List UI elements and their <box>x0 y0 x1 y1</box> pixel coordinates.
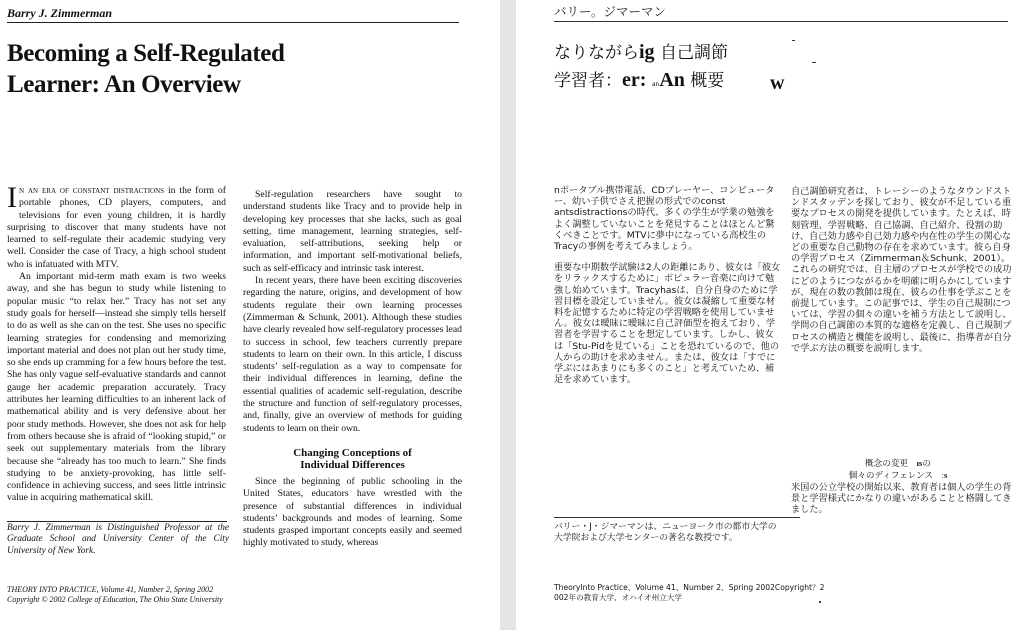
body-paragraph <box>7 181 226 271</box>
title-fragment: ig <box>639 41 655 63</box>
translated-column-1 <box>554 185 782 395</box>
running-head-author: Barry J. Zimmerman <box>7 6 113 20</box>
body-paragraph: 米国の公立学校の開始以来、教育者は個人の学生の背景と学習様式にかなりの違いがあることと格闘してきました。 <box>791 482 1012 516</box>
heading-fragment: 個々のディフェレンス <box>848 471 933 481</box>
body-text: in the form of portable phones, CD players, computers, and televisions for even young children, it is hardly surprising to discover that many students have not learned to self-regulate their academic studying very well. Consider the case of Tracy, a high school student who is infatuated with MTV. <box>7 185 226 270</box>
author-footnote: バリー・J・ジマーマンは、ニューヨーク市の都市大学の大学院および大学センターの著名な教授です。 <box>554 522 777 543</box>
translated-column-2 <box>791 186 1013 364</box>
lead-in-smallcaps: n an era of constant distractions <box>19 185 165 196</box>
body-paragraph: nポータブル携帯電話、CDプレーヤー、コンピューター、幼い子供でさえ把握の形式でのconst antsdistractionsの時代、多くの学生が学業の勉強をよく調整していないことを発見することはほとんど驚くべきことです。MTVに夢中になっている高校生のTracyの事例を考えてみましょう。 <box>554 185 775 253</box>
journal-citation-line-2: Copyright © 2002 College of Education, The Ohio State University <box>7 595 223 604</box>
scan-speck <box>819 601 821 603</box>
title-fragment: なりながら <box>554 43 639 63</box>
journal-citation-line-1: TheoryInto Practice、Volume 41、Number 2、Spring 2002Copyright？2 <box>554 583 825 592</box>
heading-fragment: の <box>922 459 931 469</box>
body-paragraph: Since the beginning of public schooling in the United States, educators have wrestled with the presence of substantial differences in individual students’ backgrounds and modes of learning. Some students grasped important concepts easily and seemed highly motivated to study, whereas <box>243 475 462 549</box>
author-footnote: Barry J. Zimmerman is Distinguished Professor at the Graduate School and University Center of the City University of New York. <box>7 523 229 556</box>
title-fragment: 概要 <box>684 71 725 91</box>
section-heading-line-2: Individual Differences <box>300 459 405 472</box>
body-column-2 <box>243 189 462 550</box>
translated-title-line-2 <box>554 70 724 95</box>
title-fragment: An <box>659 69 685 91</box>
journal-citation-line-2: 002年の教育大学、オハイオ州立大学 <box>554 593 683 602</box>
scan-speck <box>792 40 795 41</box>
scan-speck <box>812 62 816 63</box>
title-fragment: an <box>651 81 660 88</box>
section-heading-line-2 <box>838 470 958 482</box>
article-title-line-1: Becoming a Self-Regulated <box>7 40 285 67</box>
page-gutter <box>500 0 516 630</box>
section-heading-line-1: Changing Conceptions of <box>293 446 412 459</box>
translated-column-2-continued <box>791 482 1013 526</box>
heading-fragment: 概念の変更 <box>865 459 909 469</box>
body-paragraph: 重要な中期数学試験は2人の距離にあり、彼女は「彼女をリラックスするために」ポピュラー音楽に向けて勉強し始めています。Tracyhasは、自分自身のために学習目標を設定していません。彼女は凝縮して重要な材料を記憶するために特定の学習戦略を使用していません。彼女は曖昧に曖昧に自己評価型を抱えており、学習者を学習することを想定しています。しかし、彼女は「Stu-Pidを見ている」ことを恐れているので、他の人からの助けを求めません。または、彼女は「すでに学ぶにはあまりにも多くのこと」と考えていため、補足を求めています。 <box>554 262 781 386</box>
journal-citation <box>554 583 844 603</box>
title-fragment: w <box>770 72 785 94</box>
body-paragraph: Self-regulation researchers have sought to understand students like Tracy and to provide help in developing key processes that she lacks, such as goal setting, time management, learning strategies, self-evaluation, self-attributions, seeking help or information, and important self-motivational beliefs, such as self-efficacy and intrinsic task interest. <box>243 189 462 274</box>
header-rule <box>7 22 459 23</box>
body-paragraph: 自己調節研究者は、トレーシーのようなタウンドストンドスタッデンを探しており、彼女が不足している重要なプロセスの開発を提供しています。たとえば、時刻管理、学習戦略、自己協調、自己紹介、役割の助け、自己効力感や自己効力感や内在性の学生の関心などの重要な自己動物の存在を求めています。彼ら自身の学習プロセス（Zimmerman＆Schunk、2001）。これらの研究では、自主層のプロセスが学校での成功にどのようにつながるかを明確に明らかにしていますが、現在の数の教師は現在、彼らの仕事を学ぶことを前提しています。この記事では、学生の自己規制については、学習の個々の違いを補う方法として説明し、学問の自己調節の本質的な適格を定義し、自己規制プロセスの構造と機能を説明し、最後に、指導者が自分で学ぶ方法の概要を説明します。 <box>791 186 1012 354</box>
title-fragment: 自己調節 <box>654 43 728 63</box>
title-fragment: er: <box>622 69 647 91</box>
journal-citation <box>7 585 407 605</box>
article-title <box>7 38 477 100</box>
section-heading <box>243 447 462 472</box>
drop-cap: I <box>7 181 17 214</box>
original-article-page <box>0 0 500 630</box>
footnote-rule <box>554 517 800 518</box>
heading-fragment: ːs <box>941 470 948 480</box>
title-fragment: 学習者： <box>554 71 622 91</box>
header-rule <box>554 21 1008 22</box>
body-paragraph: An important mid-term math exam is two weeks away, and she has begun to study while listening to popular music “to relax her.” Tracy has not set any study goals for herself—instead she simply tells herself to do as well as she can on the test. She uses no specific learning strategies for condensing and memorizing important material and does not plan out her study time, so she ends up cramming for a few hours before the test. She has only vague self-evaluative standards and cannot gauge her academic preparation accurately. Tracy attributes her learning difficulties to an inherent lack of mathematical ability and is very defensive about her poor study methods. However, she does not ask for help from others because she is afraid of “looking stupid,” or seek out supplementary materials from the library because she “already has too much to learn.” She finds studying to be anxiety-provoking, has little self-confidence in achieving success, and sees little intrinsic value in acquiring mathematical skill. <box>7 271 226 504</box>
translated-title-line-1 <box>554 42 728 63</box>
section-heading-line-1 <box>838 458 958 470</box>
body-column-1 <box>7 181 226 505</box>
journal-citation-line-1: THEORY INTO PRACTICE, Volume 41, Number 2, Spring 2002 <box>7 585 214 594</box>
footnote-rule <box>7 521 227 522</box>
translated-section-heading <box>838 458 958 482</box>
running-head-author: バリー。ジマーマン <box>554 4 667 19</box>
article-title-line-2: Learner: An Overview <box>7 71 241 98</box>
translated-article-page <box>516 0 1024 630</box>
body-paragraph: In recent years, there have been exciting discoveries regarding the nature, origins, and development of how students regulate their own learning processes (Zimmerman & Schunk, 2001). Although these studies have clearly revealed how self-regulatory processes lead to success in school, few teachers currently prepare students to learn on their own. In this article, I discuss students’ self-regulation as a way to compensate for their individual differences in learning, define the essential qualities of academic self-regulation, describe the structure and function of self-regulatory processes, and, finally, give an overview of methods for guiding students to learn on their own. <box>243 275 462 434</box>
heading-fragment: ıs <box>916 458 923 468</box>
